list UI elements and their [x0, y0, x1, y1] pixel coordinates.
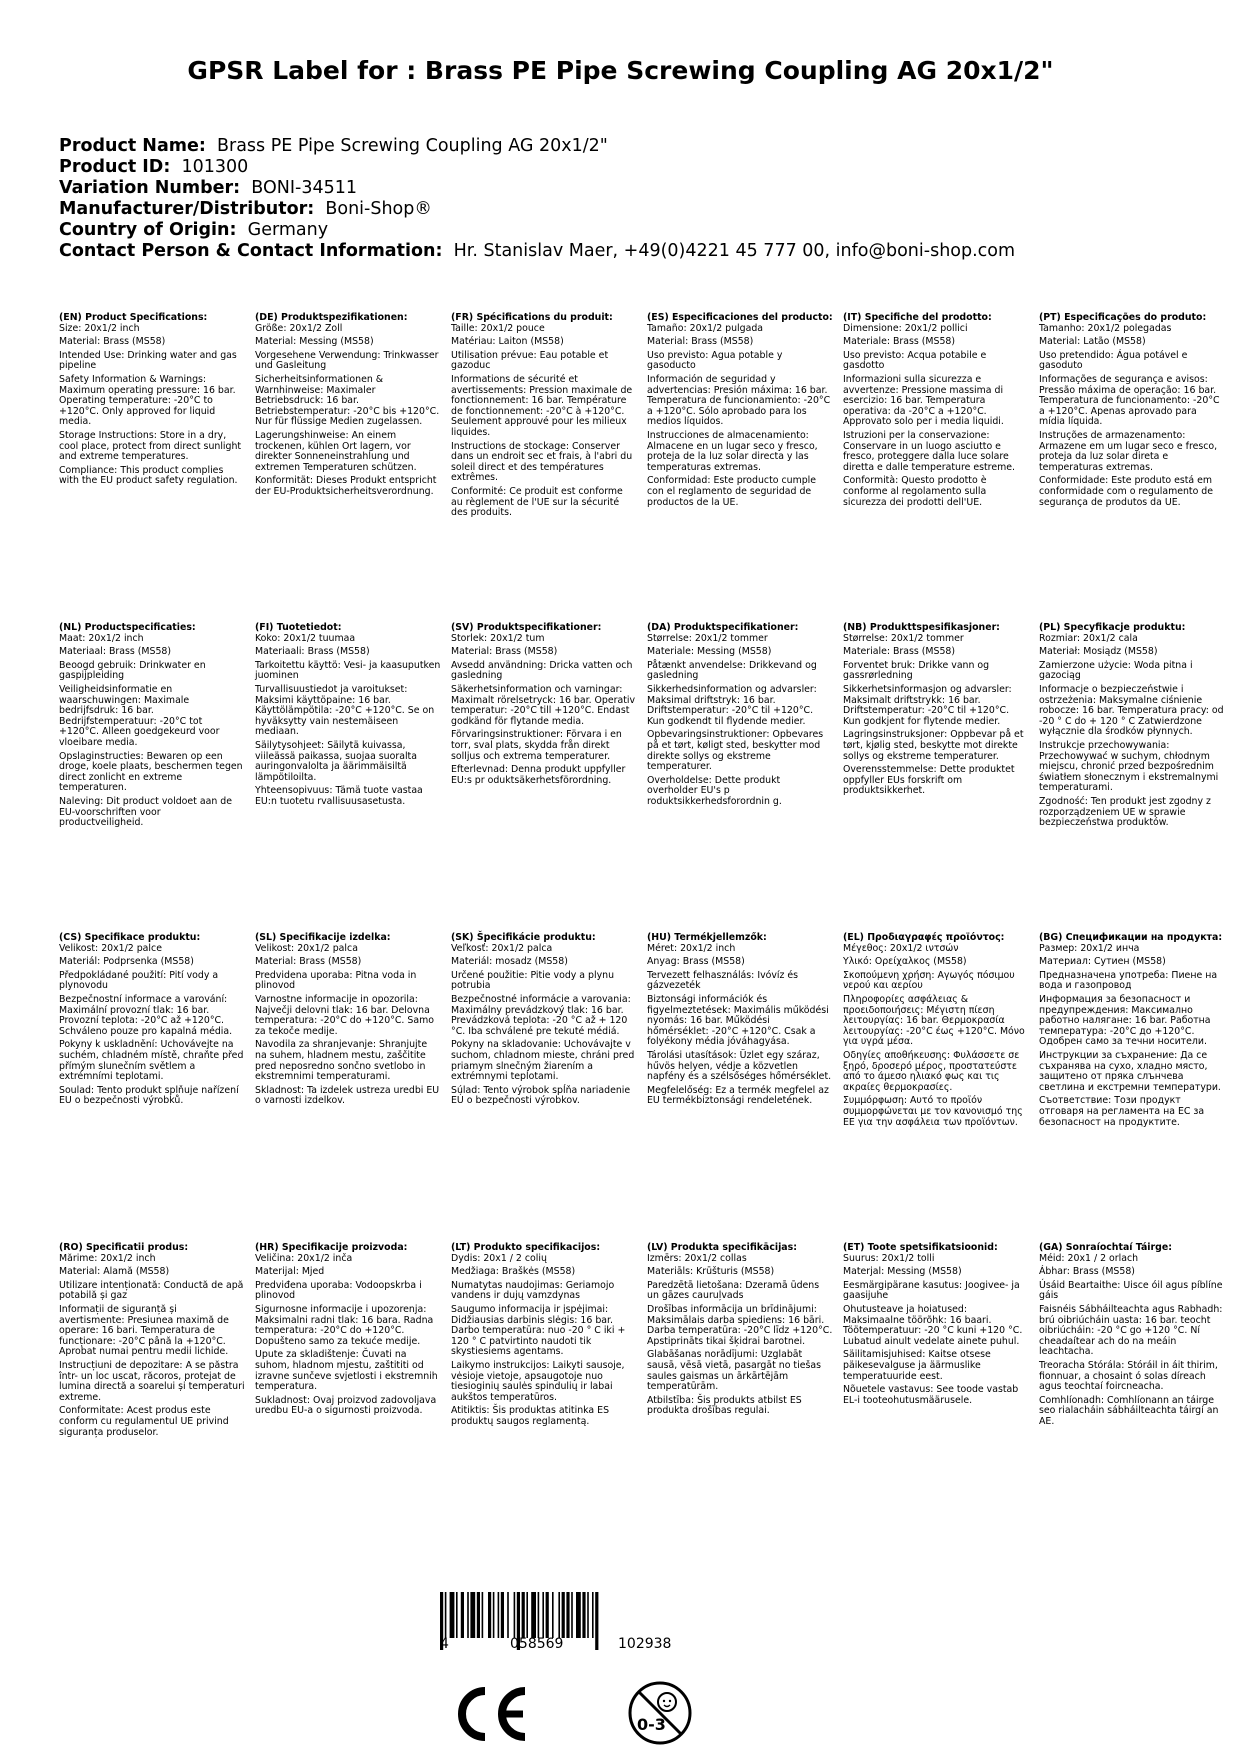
page-title: GPSR Label for : Brass PE Pipe Screwing Coupling AG 20x1/2" [187, 56, 1054, 85]
language-block [647, 933, 833, 1110]
spec-paragraph: Medžiaga: Braškės (MS58) [451, 1266, 576, 1278]
spec-paragraph: Avsedd användning: Dricka vatten och gasledning [451, 659, 633, 682]
barcode-bar [477, 1592, 480, 1638]
language-heading: (BG) Спецификации на продукта: [1039, 932, 1223, 943]
spec-paragraph: Påtænkt anvendelse: Drikkevand og gasledning [647, 659, 817, 682]
spec-paragraph: Säkerhetsinformation och varningar: Maximalt rörelsetryck: 16 bar. Operativ temperatur: -20°C till +120°C. Endast godkänd för flytande media. [451, 683, 636, 727]
language-heading: (DA) Produktspecifikationer: [647, 622, 799, 633]
spec-paragraph: Material: Latão (MS58) [1039, 336, 1146, 348]
language-heading: (FR) Spécifications du produit: [451, 312, 613, 323]
spec-paragraph: Instrucțiuni de depozitare: A se păstra într- un loc uscat, răcoros, protejat de lumina directă a soarelui și temperaturi extreme. [59, 1359, 245, 1403]
product-info [59, 136, 1015, 262]
barcode-bar [461, 1592, 464, 1638]
spec-paragraph: Koko: 20x1/2 tuumaa [255, 632, 356, 644]
barcode-digits-left: 058569 [510, 1636, 564, 1652]
spec-paragraph: Taille: 20x1/2 pouce [451, 322, 545, 334]
info-key: Variation Number: [59, 178, 241, 198]
spec-paragraph: Méid: 20x1 / 2 orlach [1039, 1252, 1139, 1264]
info-row-origin [59, 220, 1015, 241]
spec-paragraph: Instrukcje przechowywania: Przechowywać w suchym, chłodnym miejscu, chronić przed bezpośrednim światłem słonecznym i ekstremalnymi temperaturami. [1039, 739, 1219, 794]
language-heading: (HR) Specifikacije proizvoda: [255, 1242, 408, 1253]
info-value: 101300 [181, 157, 249, 177]
barcode-digit-prefix: 4 [440, 1636, 449, 1652]
barcode-bar [592, 1592, 594, 1638]
spec-paragraph: Material: Brass (MS58) [255, 956, 362, 968]
spec-paragraph: Lagringsinstruksjoner: Oppbevar på et tørt, kjølig sted, beskytte mot direkte sollys og ekstreme temperaturer. [843, 729, 1024, 762]
spec-paragraph: Materiale: Brass (MS58) [843, 336, 956, 348]
language-block [59, 623, 245, 832]
language-heading: (ES) Especificaciones del producto: [647, 312, 833, 323]
language-block [1039, 1243, 1225, 1431]
spec-paragraph: Comhlíonadh: Comhlíonann an táirge seo rialacháin sábháilteachta táirgí an AE. [1039, 1394, 1219, 1427]
language-block [451, 933, 637, 1110]
spec-paragraph: Informacje o bezpieczeństwie i ostrzeżenia: Maksymalne ciśnienie robocze: 16 bar. Temperatura pracy: od -20 ° C do + 120 ° C Zatwierdzone wyłącznie dla środków płynnych. [1039, 683, 1224, 738]
language-heading: (FI) Tuotetiedot: [255, 622, 342, 633]
info-row-manufacturer [59, 199, 1015, 220]
spec-paragraph: Instruções de armazenamento: Armazene em um lugar seco e fresco, proteja da luz solar direta e temperaturas extremas. [1039, 429, 1218, 473]
language-block [1039, 313, 1225, 511]
spec-paragraph: Maat: 20x1/2 inch [59, 632, 144, 644]
spec-paragraph: Ohutusteave ja hoiatused: Maksimaalne töörõhk: 16 baari. Töötemperatuur: -20 °C kuni +120 °C. Lubatud ainult vedelate ainete puhul. [843, 1303, 1023, 1347]
spec-paragraph: Předpokládané použití: Pití vody a plynovodu [59, 969, 219, 992]
spec-paragraph: Material: Brass (MS58) [647, 336, 754, 348]
language-block [59, 1243, 245, 1441]
spec-paragraph: Ábhar: Brass (MS58) [1039, 1266, 1135, 1278]
info-row-variation [59, 178, 1015, 199]
spec-paragraph: Faisnéis Sábháilteachta agus Rabhadh: brú oibriúcháin uasta: 16 bar. teocht oibriúcháin: -20 °C go +120 °C. Ní cheadaítear ach do na meáin leachtacha. [1039, 1303, 1223, 1358]
spec-paragraph: Veličina: 20x1/2 inča [255, 1252, 353, 1264]
spec-paragraph: Megfelelőség: Ez a termék megfelel az EU termékbiztonsági rendeletének. [647, 1084, 829, 1107]
spec-paragraph: Uso pretendido: Água potável e gasoduto [1039, 349, 1188, 372]
info-key: Contact Person & Contact Information: [59, 241, 443, 261]
spec-paragraph: Bezpečnostní informace a varování: Maximální provozní tlak: 16 bar. Provozní teplota: -20°C až +120°C. Schváleno pouze pro kapalná média. [59, 993, 233, 1037]
spec-paragraph: Πληροφορίες ασφάλειας & προειδοποιήσεις: Μέγιστη πίεση λειτουργίας: 16 bar. Θερμοκρασία λειτουργίας: -20°C έως +120°C. Μόνο για υγρά μέσα. [843, 993, 1025, 1048]
spec-paragraph: Størrelse: 20x1/2 tommer [843, 632, 964, 644]
spec-paragraph: Pokyny k uskladnění: Uchovávejte na suchém, chladném místě, chraňte před přímým slunečním světlem a extrémními teplotami. [59, 1039, 244, 1083]
barcode-bar [522, 1592, 525, 1638]
spec-paragraph: Overensstemmelse: Dette produktet oppfyller EUs forskrift om produktsikkerhet. [843, 764, 1015, 797]
spec-paragraph: Velikost: 20x1/2 palca [255, 942, 358, 954]
spec-paragraph: Materjal: Messing (MS58) [843, 1266, 962, 1278]
language-heading: (EL) Προδιαγραφές προϊόντος: [843, 932, 1005, 943]
barcode-bar [456, 1592, 458, 1638]
spec-paragraph: Eesmärgipärane kasutus: Joogivee- ja gaasijuhe [843, 1279, 1020, 1302]
language-block [1039, 623, 1225, 832]
spec-paragraph: Glabāšanas norādījumi: Uzglabāt sausā, vēsā vietā, pasargāt no tiešas saules gaismas un ārkārtējām temperatūrām. [647, 1349, 821, 1393]
barcode-bar [470, 1592, 475, 1638]
info-key: Product Name: [59, 136, 206, 156]
spec-paragraph: Compliance: This product complies with the EU product safety regulation. [59, 464, 238, 487]
spec-paragraph: Zgodność: Ten produkt jest zgodny z rozporządzeniem UE w sprawie bezpieczeństwa produktów. [1039, 795, 1211, 829]
spec-paragraph: Rozmiar: 20x1/2 cala [1039, 632, 1138, 644]
language-block [255, 933, 441, 1110]
spec-paragraph: Materiaal: Brass (MS58) [59, 646, 172, 658]
barcode-bar [552, 1592, 554, 1638]
spec-paragraph: Forventet bruk: Drikke vann og gassrørledning [843, 659, 990, 682]
svg-text:0-3: 0-3 [637, 1715, 666, 1734]
info-row-product-name [59, 136, 1015, 157]
barcode-bar [595, 1592, 598, 1650]
language-block [59, 933, 245, 1110]
spec-paragraph: Tamaño: 20x1/2 pulgada [647, 322, 764, 334]
spec-paragraph: Dimensione: 20x1/2 pollici [843, 322, 968, 334]
spec-paragraph: Материал: Сутиен (MS58) [1039, 956, 1166, 968]
spec-paragraph: Συμμόρφωση: Αυτό το προϊόν συμμορφώνεται με τον κανονισμό της ΕΕ για την ασφάλεια των προϊόντων. [843, 1095, 1023, 1128]
spec-paragraph: Utilisation prévue: Eau potable et gazoduc [451, 349, 609, 372]
spec-paragraph: Materiale: Messing (MS58) [647, 646, 772, 658]
spec-paragraph: Lagerungshinweise: An einem trockenen, kühlen Ort lagern, vor direkter Sonneneinstrahlung und extremen Temperaturen schützen. [255, 429, 417, 473]
barcode-bar [493, 1592, 495, 1638]
spec-paragraph: Anyag: Brass (MS58) [647, 956, 745, 968]
spec-paragraph: Konformität: Dieses Produkt entspricht der EU-Produktsicherheitsverordnung. [255, 475, 437, 497]
barcode-digits-right: 102938 [618, 1636, 672, 1652]
spec-paragraph: Méret: 20x1/2 inch [647, 942, 736, 954]
spec-paragraph: Informações de segurança e avisos: Pressão máxima de operação: 16 bar. Temperatura de funcionamento: -20°C a +120°C. Apenas aprovado para mídia líquida. [1039, 373, 1220, 428]
info-key: Product ID: [59, 157, 171, 177]
ce-mark-icon [455, 1685, 533, 1743]
spec-paragraph: Conformità: Questo prodotto è conforme al regolamento sulla sicurezza dei prodotti dell'UE. [843, 475, 987, 508]
barcode-bar [498, 1592, 500, 1638]
spec-paragraph: Materiál: Podprsenka (MS58) [59, 956, 194, 968]
language-block [451, 623, 637, 789]
spec-paragraph: Conformidade: Este produto está em conformidade com o regulamento de segurança de produtos da UE. [1039, 475, 1214, 508]
spec-paragraph: Tamanho: 20x1/2 polegadas [1039, 322, 1172, 334]
spec-paragraph: Pokyny na skladovanie: Uchovávajte v suchom, chladnom mieste, chráni pred priamym slnečným žiarením a extrémnymi teplotami. [451, 1039, 635, 1083]
language-block [843, 933, 1029, 1131]
barcode-bar [576, 1592, 581, 1638]
language-heading: (ET) Toote spetsifikatsioonid: [843, 1242, 998, 1253]
language-block [59, 313, 245, 490]
spec-paragraph: Beoogd gebruik: Drinkwater en gaspijpleiding [59, 659, 206, 682]
info-value: BONI-34511 [251, 178, 357, 198]
spec-paragraph: Izmērs: 20x1/2 collas [647, 1252, 747, 1264]
language-block [1039, 933, 1225, 1131]
spec-paragraph: Información de seguridad y advertencias: Presión máxima: 16 bar. Temperatura de funcionamiento: -20°C a +120°C. Sólo aprobado para los medios líquidos. [647, 373, 831, 428]
language-heading: (PT) Especificações do produto: [1039, 312, 1207, 323]
barcode-bar [571, 1592, 573, 1638]
spec-paragraph: Bezpečnostné informácie a varovania: Maximálny prevádzkový tlak: 16 bar. Prevádzková teplota: -20 °C až + 120 °C. Iba schválené pre tekuté médiá. [451, 993, 631, 1037]
spec-paragraph: Yhteensopivuus: Tämä tuote vastaa EU:n tuotetu rvallisuusasetusta. [255, 785, 423, 807]
info-value: Germany [247, 220, 329, 240]
spec-paragraph: Naleving: Dit product voldoet aan de EU-voorschriften voor productveiligheid. [59, 795, 232, 829]
language-heading: (SK) Špecifikácie produktu: [451, 932, 596, 943]
barcode-bar [450, 1592, 455, 1638]
spec-paragraph: Conformitate: Acest produs este conform cu regulamentul UE privind siguranța produselor. [59, 1405, 229, 1438]
spec-paragraph: Sukladnost: Ovaj proizvod zadovoljava uredbu EU-a o sigurnosti proizvoda. [255, 1394, 437, 1417]
spec-paragraph: Informations de sécurité et avertissements: Pression maximale de fonctionnement: 16 bar. Température de fonctionnement: -20°C à +120°C. Seulement approuvé pour les milieux liquides. [451, 373, 633, 438]
spec-paragraph: Säilitamisjuhised: Kaitse otsese päikesevalguse ja äärmuslike temperatuuride eest. [843, 1349, 991, 1382]
spec-paragraph: Materijal: Mjed [255, 1266, 325, 1278]
language-heading: (HU) Termékjellemzők: [647, 932, 767, 943]
spec-paragraph: Storlek: 20x1/2 tum [451, 632, 545, 644]
spec-paragraph: Σκοπούμενη χρήση: Αγωγός πόσιμου νερού και αερίου [843, 969, 1015, 992]
barcode-bar [467, 1592, 469, 1638]
language-block [647, 313, 833, 511]
not-for-children-0-3-icon [627, 1680, 693, 1746]
barcode-bar [526, 1592, 528, 1638]
spec-paragraph: Instrucciones de almacenamiento: Almacene en un lugar seco y fresco, proteja de la luz solar directa y las temperaturas extremas. [647, 429, 818, 473]
spec-paragraph: Tárolási utasítások: Üzlet egy száraz, hűvös helyen, védje a közvetlen napfény és a szélsőséges hőmérséklet. [647, 1049, 832, 1083]
spec-paragraph: Υλικό: Ορείχαλκος (MS58) [843, 956, 967, 968]
language-heading: (CS) Specifikace produktu: [59, 932, 201, 943]
spec-paragraph: Soulad: Tento produkt splňuje nařízení EU o bezpečnosti výrobků. [59, 1084, 239, 1107]
spec-paragraph: Mărime: 20x1/2 inch [59, 1252, 156, 1264]
spec-paragraph: Paredzētā lietošana: Dzeramā ūdens un gāzes cauruļvads [647, 1279, 820, 1302]
info-value: Boni-Shop® [325, 199, 432, 219]
spec-paragraph: Информация за безопасност и предупреждения: Максимално работно налягане: 16 bar. Работна температура: -20°C до +120°C. Одобрен само за течни носители. [1039, 993, 1211, 1048]
spec-paragraph: Materiał: Mosiądz (MS58) [1039, 646, 1158, 658]
info-key: Manufacturer/Distributor: [59, 199, 315, 219]
barcode-bar [582, 1592, 585, 1638]
language-block [843, 623, 1029, 800]
language-heading: (SV) Produktspecifikationer: [451, 622, 602, 633]
spec-paragraph: Инструкции за съхранение: Да се съхранява на сухо, хладно място, защитено от пряка слънчева светлина и екстремни температури. [1039, 1049, 1221, 1093]
spec-paragraph: Atbilstība: Šis produkts atbilst ES produkta drošības regulai. [647, 1394, 802, 1417]
spec-paragraph: Suurus: 20x1/2 tolli [843, 1252, 935, 1264]
spec-paragraph: Säilytysohjeet: Säilytä kuivassa, viileässä paikassa, suojaa suoralta auringonvalolta ja äärimmäisiltä lämpötiloilta. [255, 739, 417, 783]
spec-paragraph: Veiligheidsinformatie en waarschuwingen: Maximale bedrijfsdruk: 16 bar. Bedrijfstemperatuur: -20°C tot +120°C. Alleen goedgekeurd voor vloeibare media. [59, 683, 220, 748]
language-heading: (IT) Specifiche del prodotto: [843, 312, 992, 323]
spec-paragraph: Varnostne informacije in opozorila: Največji delovni tlak: 16 bar. Delovna temperatura: -20°C do +120°C. Samo za tekoče medije. [255, 993, 434, 1037]
spec-paragraph: Μέγεθος: 20x1/2 ιντσών [843, 942, 959, 954]
spec-paragraph: Efterlevnad: Denna produkt uppfyller EU:s pr oduktsäkerhetsförordning. [451, 764, 626, 786]
language-block [843, 313, 1029, 511]
language-block [451, 1243, 637, 1431]
spec-paragraph: Οδηγίες αποθήκευσης: Φυλάσσετε σε ξηρό, δροσερό μέρος, προστατεύστε από το άμεσο ηλιακό φως και τις ακραίες θερμοκρασίες. [843, 1049, 1020, 1093]
spec-paragraph: Saugumo informacija ir įspėjimai: Didžiausias darbinis slėgis: 16 bar. Darbo temperatūra: nuo -20 ° C iki + 120 ° C patvirtinto naudoti tik skystiesiems agentams. [451, 1303, 626, 1358]
spec-paragraph: Dydis: 20x1 / 2 colių [451, 1252, 547, 1264]
spec-paragraph: Conformité: Ce produit est conforme au règlement de l'UE sur la sécurité des produits. [451, 485, 623, 519]
spec-paragraph: Material: Brass (MS58) [451, 646, 558, 658]
spec-paragraph: Predviđena uporaba: Vodoopskrba i plinovod [255, 1279, 422, 1302]
language-heading: (LV) Produkta specifikācijas: [647, 1242, 797, 1253]
barcode-bar [488, 1592, 491, 1638]
barcode-bar [566, 1592, 569, 1638]
spec-paragraph: Určené použitie: Pitie vody a plynu potrubia [451, 969, 615, 992]
language-heading: (NB) Produkttspesifikasjoner: [843, 622, 1000, 633]
barcode-bar [546, 1592, 549, 1638]
spec-paragraph: Materiaali: Brass (MS58) [255, 646, 370, 658]
spec-paragraph: Atitiktis: Šis produktas atitinka ES produktų saugos reglamentą. [451, 1405, 610, 1427]
spec-paragraph: Предназначена употреба: Пиене на вода и газопровод [1039, 969, 1218, 992]
spec-paragraph: Upute za skladištenje: Čuvati na suhom, hladnom mjestu, zaštititi od izravne sunčeve svjetlosti i ekstremnih temperatura. [255, 1349, 438, 1393]
spec-paragraph: Conformidad: Este producto cumple con el reglamento de seguridad de productos de la UE. [647, 475, 817, 508]
barcode-bar [562, 1592, 565, 1638]
spec-paragraph: Vorgesehene Verwendung: Trinkwasser und Gasleitung [255, 349, 439, 372]
language-heading: (RO) Specificatii produs: [59, 1242, 189, 1253]
spec-paragraph: Istruzioni per la conservazione: Conservare in un luogo asciutto e fresco, proteggere dalla luce solare diretta e dalle temperature estreme. [843, 429, 1015, 473]
info-key: Country of Origin: [59, 220, 237, 240]
spec-paragraph: Material: Messing (MS58) [255, 336, 374, 348]
language-block [255, 313, 441, 501]
spec-paragraph: Size: 20x1/2 inch [59, 322, 140, 334]
spec-paragraph: Veľkosť: 20x1/2 palca [451, 942, 553, 954]
spec-paragraph: Materiál: mosadz (MS58) [451, 956, 568, 968]
spec-paragraph: Informazioni sulla sicurezza e avvertenze: Pressione massima di esercizio: 16 bar. Temperatura operativa: da -20°C a +120°C. Approvato solo per i media liquidi. [843, 373, 1004, 428]
info-value: Brass PE Pipe Screwing Coupling AG 20x1/2" [217, 136, 608, 156]
spec-paragraph: Velikost: 20x1/2 palce [59, 942, 162, 954]
spec-paragraph: Turvallisuustiedot ja varoitukset: Maksimi käyttöpaine: 16 bar. Käyttölämpötila: -20°C +120°C. Se on hyväksytty vain nestemäiseen mediaan. [255, 683, 435, 738]
spec-paragraph: Størrelse: 20x1/2 tommer [647, 632, 768, 644]
language-block [255, 1243, 441, 1420]
spec-paragraph: Zamierzone użycie: Woda pitna i gazociąg [1039, 659, 1193, 682]
spec-paragraph: Съответствие: Този продукт отговаря на регламента на ЕС за безопасност на продуктите. [1039, 1095, 1205, 1128]
barcode-bar [558, 1592, 560, 1638]
spec-paragraph: Sikkerhetsinformasjon og advarsler: Maksimalt driftstrykk: 16 bar. Driftstemperatur: -20°C til +120°C. Kun godkjent for flytende medier. [843, 683, 1012, 727]
language-block [843, 1243, 1029, 1409]
barcode-bar [542, 1592, 544, 1638]
language-block [647, 1243, 833, 1420]
spec-paragraph: Instructions de stockage: Conserver dans un endroit sec et frais, à l'abri du soleil direct et des températures extrêmes. [451, 440, 633, 484]
barcode-bar [507, 1592, 509, 1638]
barcode-bar [538, 1592, 540, 1638]
spec-paragraph: Materiāls: Krūšturis (MS58) [647, 1266, 775, 1278]
barcode-bar [531, 1592, 536, 1638]
spec-paragraph: Sigurnosne informacije i upozorenja: Maksimalni radni tlak: 16 bara. Radna temperatura: -20°C do +120°C. Dopušteno samo za tekuće medije. [255, 1303, 434, 1347]
spec-paragraph: Uso previsto: Agua potable y gasoducto [647, 349, 783, 372]
language-block [451, 313, 637, 522]
spec-paragraph: Materiale: Brass (MS58) [843, 646, 956, 658]
spec-paragraph: Nõuetele vastavus: See toode vastab EL-i tooteohutusmäärusele. [843, 1384, 1019, 1406]
barcode-bar [587, 1592, 589, 1638]
language-heading: (PL) Specyfikacje produktu: [1039, 622, 1186, 633]
spec-paragraph: Safety Information & Warnings: Maximum operating pressure: 16 bar. Operating temperature: -20°C to +120°C. Only approved for liquid media. [59, 373, 236, 428]
language-heading: (LT) Produkto specifikacijos: [451, 1242, 601, 1253]
language-heading: (NL) Productspecificaties: [59, 622, 196, 633]
barcode-bar [482, 1592, 484, 1638]
barcode [440, 1592, 710, 1672]
spec-paragraph: Treoracha Stórála: Stóráil in áit thirim, fionnuar, a chosaint ó solas díreach agus teochtaí foircneacha. [1039, 1359, 1218, 1393]
spec-paragraph: Matériau: Laiton (MS58) [451, 336, 564, 348]
spec-paragraph: Material: Alamă (MS58) [59, 1266, 170, 1278]
spec-paragraph: Sikkerhedsinformation og advarsler: Maksimal driftstryk: 16 bar. Driftstemperatur: -20°C til +120°C. Kun godkendt til flydende medier. [647, 683, 817, 727]
barcode-bar [445, 1592, 447, 1638]
spec-paragraph: Sicherheitsinformationen & Warnhinweise: Maximaler Betriebsdruck: 16 bar. Betriebstemperatur: -20°C bis +120°C. Nur für flüssige Medien zugelassen. [255, 373, 440, 428]
info-row-contact [59, 241, 1015, 262]
spec-paragraph: Numatytas naudojimas: Geriamojo vandens ir dujų vamzdynas [451, 1279, 615, 1302]
spec-paragraph: Opbevaringsinstruktioner: Opbevares på et tørt, køligt sted, beskytter mod direkte sollys og ekstreme temperaturer. [647, 729, 824, 773]
language-heading: (SL) Specifikacije izdelka: [255, 932, 391, 943]
spec-paragraph: Navodila za shranjevanje: Shranjujte na suhem, hladnem mestu, zaščitite pred neposredno sončno svetlobo in ekstremnimi temperaturami. [255, 1039, 428, 1083]
info-value: Hr. Stanislav Maer, +49(0)4221 45 777 00, info@boni-shop.com [453, 241, 1016, 261]
spec-paragraph: Opslaginstructies: Bewaren op een droge, koele plaats, beschermen tegen direct zonlicht en extreme temperaturen. [59, 750, 243, 794]
spec-paragraph: Intended Use: Drinking water and gas pipeline [59, 349, 237, 372]
spec-paragraph: Biztonsági információk és figyelmeztetések: Maximális működési nyomás: 16 bar. Működési hőmérséklet: -20°C +120°C. Csak a folyékony média jóváhagyása. [647, 993, 829, 1048]
spec-paragraph: Tarkoitettu käyttö: Vesi- ja kaasuputken juominen [255, 659, 441, 682]
info-row-product-id [59, 157, 1015, 178]
language-heading: (GA) Sonraíochtaí Táirge: [1039, 1242, 1172, 1253]
language-block [647, 623, 833, 811]
spec-paragraph: Tervezett felhasználás: Ivóvíz és gázvezeték [647, 969, 799, 992]
spec-paragraph: Utilizare intenționată: Conductă de apă potabilă și gaz [59, 1279, 244, 1302]
spec-paragraph: Drošības informācija un brīdinājumi: Maksimālais darba spiediens: 16 bāri. Darba temperatūra: -20°C līdz +120°C. Apstiprināts tikai šķidrai barotnei. [647, 1303, 833, 1347]
spec-paragraph: Material: Brass (MS58) [59, 336, 166, 348]
spec-paragraph: Размер: 20x1/2 инча [1039, 942, 1140, 954]
spec-paragraph: Skladnost: Ta izdelek ustreza uredbi EU o varnosti izdelkov. [255, 1084, 440, 1107]
barcode-bar [514, 1592, 516, 1638]
spec-paragraph: Overholdelse: Dette produkt overholder EU's p roduktsikkerhedsforordnin g. [647, 774, 782, 807]
spec-paragraph: Storage Instructions: Store in a dry, cool place, protect from direct sunlight and extreme temperatures. [59, 429, 242, 463]
spec-paragraph: Predvidena uporaba: Pitna voda in plinovod [255, 969, 417, 992]
spec-paragraph: Súlad: Tento výrobok spĺňa nariadenie EÚ o bezpečnosti výrobkov. [451, 1084, 631, 1107]
barcode-bar [501, 1592, 504, 1638]
language-heading: (EN) Product Specifications: [59, 312, 208, 323]
spec-paragraph: Úsáid Beartaithe: Uisce óil agus píblíne gáis [1039, 1279, 1223, 1302]
spec-paragraph: Größe: 20x1/2 Zoll [255, 322, 343, 334]
spec-paragraph: Förvaringsinstruktioner: Förvara i en torr, sval plats, skydda från direkt solljus och extrema temperaturer. [451, 729, 622, 762]
spec-paragraph: Informații de siguranță și avertismente: Presiunea maximă de operare: 16 bari. Temperatura de funcționare: -20°C până la +120°C. Aprobat numai pentru medii lichide. [59, 1303, 229, 1358]
spec-paragraph: Uso previsto: Acqua potabile e gasdotto [843, 349, 987, 372]
language-block [255, 623, 441, 811]
language-heading: (DE) Produktspezifikationen: [255, 312, 408, 323]
spec-paragraph: Laikymo instrukcijos: Laikyti sausoje, vėsioje vietoje, apsaugotoje nuo tiesioginių saulės spindulių ir labai aukštos temperatūros. [451, 1359, 625, 1403]
